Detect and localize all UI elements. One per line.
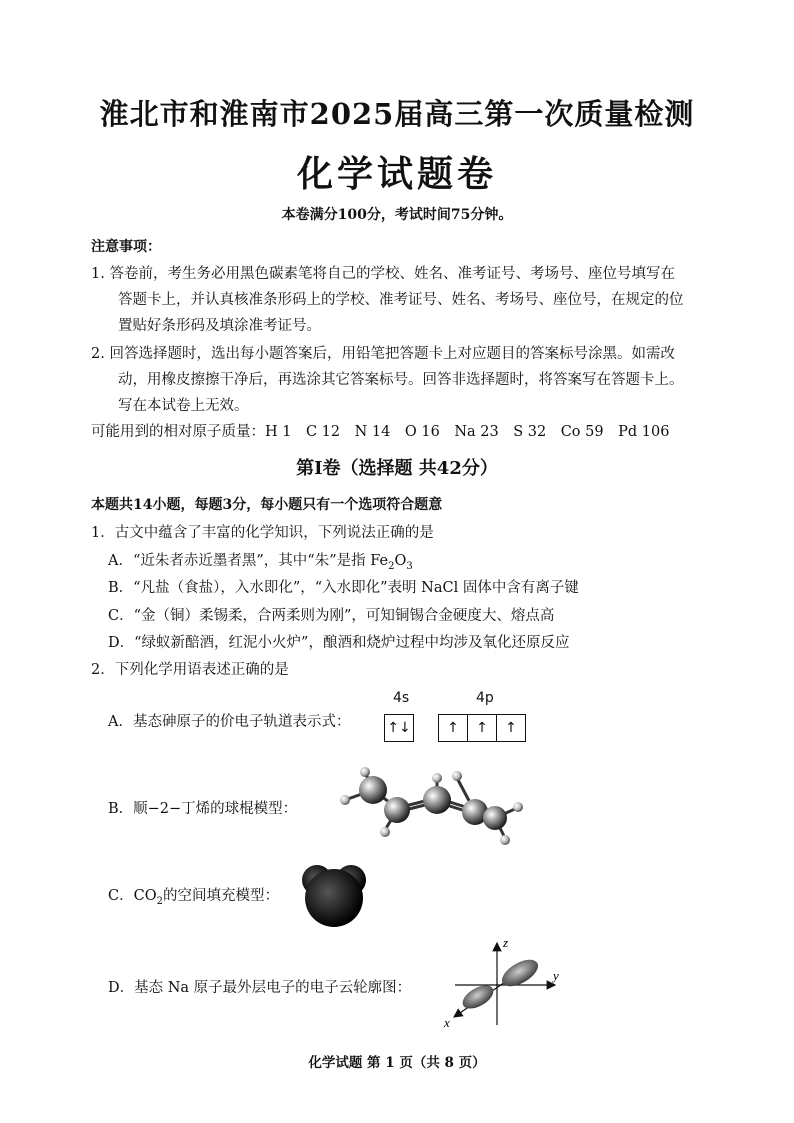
note-1-line-3: 置贴好条形码及填涂准考证号。 (118, 318, 321, 334)
hydrogen-atom (452, 771, 462, 781)
subject-title: 化学试题卷 (296, 153, 497, 195)
carbon-atom (483, 806, 507, 830)
carbon-atom (384, 797, 410, 823)
q2-stem: 2．下列化学用语表述正确的是 (91, 662, 289, 678)
note-1-line-2: 答题卡上，并认真核准条形码上的学校、准考证号、姓名、考场号、座位号，在规定的位 (118, 292, 684, 308)
notes-heading: 注意事项： (91, 239, 161, 255)
exam-title: 淮北市和淮南市2025届高三第一次质量检测 (99, 97, 695, 131)
q2-option-c: C．$CO_2$的空间填充模型： (108, 888, 279, 907)
axis-z-label: z (503, 935, 509, 950)
section-instructions: 本题共14小题，每题3分，每小题只有一个选项符合题意 (91, 497, 443, 513)
q1-stem: 1．古文中蕴含了丰富的化学知识，下列说法正确的是 (91, 525, 434, 541)
hydrogen-atom (380, 827, 390, 837)
orbital-4p-label: 4p (476, 690, 494, 706)
axis-y-label: y (553, 968, 559, 983)
q2-option-a: A．基态砷原子的价电子轨道表示式： (108, 714, 351, 730)
note-2-line-1: 2. 回答选择题时，选出每小题答案后，用铅笔把答题卡上对应题目的答案标号涂黑。如需改 (91, 346, 675, 362)
note-2-line-2: 动，用橡皮擦擦干净后，再选涂其它答案标号。回答非选择题时，将答案写在答题卡上。 (118, 372, 684, 388)
exam-info: 本卷满分100分，考试时间75分钟。 (281, 207, 513, 223)
hydrogen-atom (340, 795, 350, 805)
page-footer: 化学试题 第 1 页（共 8 页） (308, 1055, 486, 1071)
carbon-atom (423, 786, 451, 814)
co2-space-filling-model (298, 858, 370, 930)
orbital-4s-box: ↑↓ (384, 714, 414, 742)
orbital-lobe (498, 954, 543, 991)
hydrogen-atom (432, 773, 442, 783)
electron-cloud-diagram (440, 935, 570, 1030)
hydrogen-atom (360, 767, 370, 777)
q1-option-a: A．“近朱者赤近墨者黑”，其中“朱”是指 $Fe_2O_3$ (108, 553, 413, 572)
hydrogen-atom (513, 802, 523, 812)
cis-2-butene-model (325, 760, 525, 850)
note-1-line-1: 1. 答卷前，考生务必用黑色碳素笔将自己的学校、姓名、准考证号、考场号、座位号填写在 (91, 266, 675, 282)
carbon-atom (305, 869, 363, 927)
q1-option-b: B．“凡盐（食盐），入水即化”，“入水即化”表明 NaCl 固体中含有离子键 (108, 580, 579, 596)
orbital-4p-box-3: ↑ (496, 714, 526, 742)
atomic-masses: 可能用到的相对原子质量：H 1 C 12 N 14 O 16 Na 23 S 32 Co 59 Pd 106 (91, 424, 670, 440)
q1-option-d: D．“绿蚁新醅酒，红泥小火炉”，酿酒和烧炉过程中均涉及氧化还原反应 (108, 635, 570, 651)
orbital-4s-label: 4s (393, 690, 410, 706)
q2-option-d: D．基态 Na 原子最外层电子的电子云轮廓图： (108, 980, 412, 996)
section-title: 第Ⅰ卷（选择题 共42分） (296, 458, 498, 479)
axis-x-label: x (444, 1015, 450, 1030)
carbon-atom (359, 776, 387, 804)
q2-option-b: B．顺−2−丁烯的球棍模型： (108, 801, 298, 817)
note-2-line-3: 写在本试卷上无效。 (118, 398, 249, 414)
q1-option-c: C．“金（铜）柔锡柔，合两柔则为刚”，可知铜锡合金硬度大、熔点高 (108, 608, 555, 624)
orbital-4p-box-2: ↑ (467, 714, 497, 742)
orbital-4p-box-1: ↑ (438, 714, 468, 742)
hydrogen-atom (500, 835, 510, 845)
